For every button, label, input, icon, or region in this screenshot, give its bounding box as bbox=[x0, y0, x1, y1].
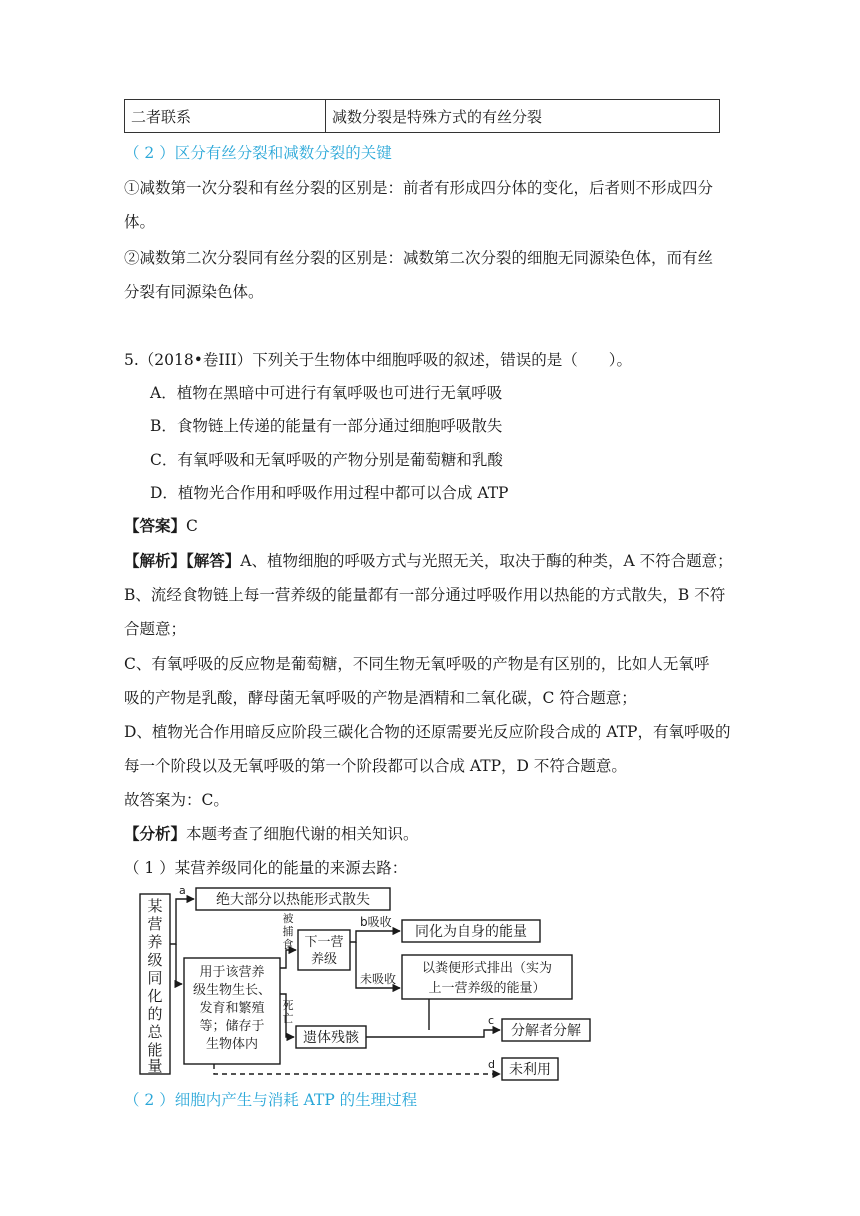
vertical-char: 营 bbox=[147, 915, 163, 933]
answer-value: C bbox=[186, 517, 198, 535]
box-next-text: 下一营 bbox=[304, 935, 344, 950]
conclusion-line: 故答案为：C。 bbox=[124, 791, 229, 809]
box-growth-text: 发育和繁殖 bbox=[199, 1001, 265, 1016]
table-cell-label: 二者联系 bbox=[125, 100, 326, 133]
analysis-line: 合题意； bbox=[124, 620, 187, 638]
vertical-char: 化 bbox=[147, 987, 163, 1005]
box-next-text: 养级 bbox=[310, 952, 338, 967]
arrow-growth-to-next bbox=[280, 950, 296, 968]
vertical-char: 级 bbox=[147, 951, 163, 969]
box-decomposer-text: 分解者分解 bbox=[511, 1023, 581, 1039]
vertical-char: 某 bbox=[147, 897, 163, 915]
question-stem: 5.（2018•卷III）下列关于生物体中细胞呼吸的叙述，错误的是（ ）。 bbox=[124, 351, 632, 369]
energy-flow-diagram bbox=[124, 884, 604, 1084]
vertical-char: 同 bbox=[147, 969, 163, 987]
answer-tag: 【答案】 bbox=[124, 516, 187, 535]
box-unused-text: 未利用 bbox=[509, 1062, 551, 1078]
vertical-char: 养 bbox=[147, 933, 163, 951]
label-a: a bbox=[179, 884, 186, 897]
option-b: B．食物链上传递的能量有一部分通过细胞呼吸散失 bbox=[150, 417, 503, 435]
box-assimilated-text: 同化为自身的能量 bbox=[415, 924, 527, 940]
comparison-table bbox=[124, 99, 720, 133]
vertical-char: 量 bbox=[147, 1057, 163, 1075]
label-d: d bbox=[488, 1058, 495, 1071]
label-b-absorb: b吸收 bbox=[360, 915, 392, 929]
box-growth-text: 级生物生长、 bbox=[192, 983, 272, 998]
fenxi-tag: 【分析】 bbox=[124, 824, 187, 843]
analysis-text: A、植物细胞的呼吸方式与光照无关，取决于酶的种类，A 不符合题意； bbox=[240, 552, 733, 570]
answer-line bbox=[124, 516, 198, 536]
death-char: 亡 bbox=[282, 1012, 294, 1025]
analysis-line: 吸的产物是乳酸，酵母菌无氧呼吸的产物是酒精和二氧化碳，C 符合题意； bbox=[124, 689, 637, 707]
vertical-char: 总 bbox=[147, 1023, 163, 1041]
paragraph-line: ①减数第一次分裂和有丝分裂的区别是：前者有形成四分体的变化，后者则不形成四分 bbox=[124, 179, 714, 197]
label-not-absorbed: 未吸收 bbox=[360, 972, 397, 986]
section-heading-meiosis: （ 2 ）区分有丝分裂和减数分裂的关键 bbox=[124, 144, 392, 162]
paragraph-line: ②减数第二次分裂同有丝分裂的区别是：减数第二次分裂的细胞无同源染色体，而有丝 bbox=[124, 249, 714, 267]
analysis-line: C、有氧呼吸的反应物是葡萄糖，不同生物无氧呼吸的产物是有区别的，比如人无氧呼 bbox=[124, 655, 710, 673]
analysis-line bbox=[124, 551, 733, 571]
analysis-line: D、植物光合作用暗反应阶段三碳化合物的还原需要光反应阶段合成的 ATP，有氧呼吸的 bbox=[124, 723, 731, 741]
box-growth-text: 用于该营养 bbox=[199, 965, 265, 980]
box-remains-text: 遗体残骸 bbox=[303, 1030, 359, 1046]
paragraph-line: 分裂有同源染色体。 bbox=[124, 283, 264, 301]
box-growth-text: 等；储存于 bbox=[199, 1019, 265, 1034]
option-c: C．有氧呼吸和无氧呼吸的产物分别是葡萄糖和乳酸 bbox=[150, 451, 503, 469]
paragraph-line: 体。 bbox=[124, 213, 156, 231]
arrow-total-to-growth bbox=[176, 944, 182, 984]
vertical-char: 能 bbox=[147, 1041, 163, 1059]
arrow-total-to-heat bbox=[170, 899, 194, 944]
box-heat-text: 绝大部分以热能形式散失 bbox=[216, 892, 370, 908]
option-d: D．植物光合作用和呼吸作用过程中都可以合成 ATP bbox=[150, 484, 509, 502]
arrow-growth-to-unused bbox=[214, 1064, 500, 1074]
fenxi-text: 本题考查了细胞代谢的相关知识。 bbox=[186, 825, 419, 843]
death-char: 死 bbox=[282, 999, 294, 1012]
table-row bbox=[125, 100, 720, 133]
box-feces-text: 上一营养级的能量） bbox=[428, 981, 546, 996]
option-a: A．植物在黑暗中可进行有氧呼吸也可进行无氧呼吸 bbox=[150, 384, 503, 402]
arrow-remains-to-decomposer bbox=[366, 1030, 500, 1037]
vertical-char: 的 bbox=[147, 1005, 163, 1023]
arrow-next-to-assimilated bbox=[350, 931, 400, 942]
table-cell-value: 减数分裂是特殊方式的有丝分裂 bbox=[326, 100, 720, 133]
label-c: c bbox=[488, 1014, 495, 1027]
eaten-char: 食 bbox=[282, 938, 294, 951]
analysis-line: B、流经食物链上每一营养级的能量都有一部分通过呼吸作用以热能的方式散失，B 不符 bbox=[124, 586, 726, 604]
eaten-char: 捕 bbox=[282, 925, 294, 938]
sub-heading-atp: （ 2 ）细胞内产生与消耗 ATP 的生理过程 bbox=[124, 1091, 418, 1109]
analysis-line: 每一个阶段以及无氧呼吸的第一个阶段都可以合成 ATP，D 不符合题意。 bbox=[124, 757, 627, 775]
fenxi-line bbox=[124, 824, 419, 844]
analysis-tag: 【解析】【解答】 bbox=[124, 551, 241, 570]
eaten-char: 被 bbox=[282, 912, 294, 925]
box-feces-text: 以粪便形式排出（实为 bbox=[421, 961, 553, 976]
box-growth-text: 生物体内 bbox=[205, 1037, 259, 1052]
sub-heading-energy-flow: （ 1 ）某营养级同化的能量的来源去路： bbox=[124, 859, 408, 877]
